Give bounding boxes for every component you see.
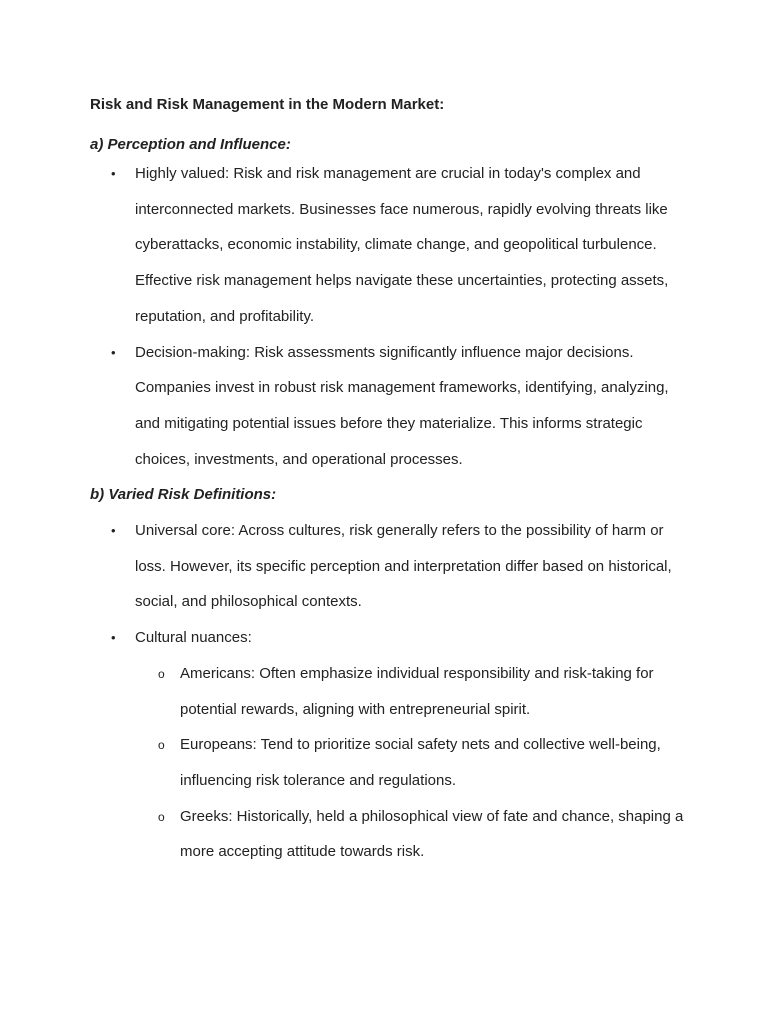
hollow-bullet-icon: o <box>158 666 165 681</box>
list-item <box>90 513 690 620</box>
sub-list-item-text: Europeans: Tend to prioritize social safety nets and collective well-being, influencing risk tolerance and regulations. <box>180 736 661 789</box>
list-item <box>90 335 690 478</box>
bullet-icon: • <box>111 344 116 360</box>
section-heading-definitions: b) Varied Risk Definitions: <box>90 486 277 504</box>
bullet-list-perception <box>90 156 690 477</box>
list-item <box>90 620 690 870</box>
sub-list-item-text: Americans: Often emphasize individual responsibility and risk-taking for potential rewards, aligning with entrepreneurial spirit. <box>180 664 654 718</box>
list-item-text: Decision-making: Risk assessments significantly influence major decisions. Companies invest in robust risk management frameworks, identifying, analyzing, and mitigating potential issues before they materialize. This informs strategic choices, investments, and operational processes. <box>135 343 669 468</box>
hollow-bullet-icon: o <box>158 738 165 753</box>
sub-list-item <box>135 799 690 870</box>
sub-list-item <box>135 656 690 727</box>
sub-list-item <box>135 727 690 798</box>
list-item <box>90 156 690 335</box>
hollow-bullet-icon: o <box>158 809 165 824</box>
list-item-text: Universal core: Across cultures, risk generally refers to the possibility of harm or loss. However, its specific perception and interpretation differ based on historical, social, and philosophical contexts. <box>135 522 672 611</box>
list-item-text: Highly valued: Risk and risk management are crucial in today's complex and interconnected markets. Businesses face numerous, rapidly evolving threats like cyberattacks, economic instability, climate change, and geopolitical turbulence. Effective risk management helps navigate these uncertainties, protecting assets, reputation, and profitability. <box>135 165 669 325</box>
bullet-list-definitions <box>90 513 690 870</box>
bullet-icon: • <box>111 630 116 646</box>
document-title: Risk and Risk Management in the Modern Market: <box>90 96 445 113</box>
list-item-text: Cultural nuances: <box>135 629 252 647</box>
sub-bullet-list-cultural <box>135 656 690 870</box>
bullet-icon: • <box>111 523 116 539</box>
document-page <box>90 94 690 870</box>
bullet-icon: • <box>111 166 116 181</box>
sub-list-item-text: Greeks: Historically, held a philosophical view of fate and chance, shaping a more accepting attitude towards risk. <box>180 807 684 861</box>
section-heading-perception: a) Perception and Influence: <box>90 136 291 153</box>
